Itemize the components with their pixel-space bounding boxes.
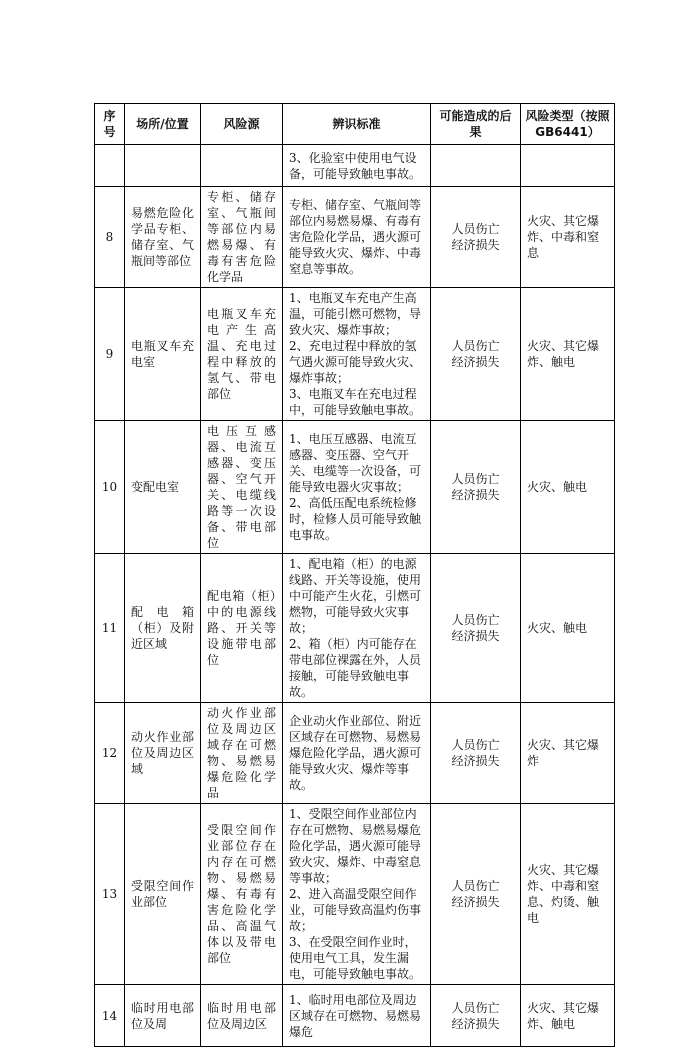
cell-criteria-text: 2、高低压配电系统检修时，检修人员可能导致触电事故。 — [289, 496, 422, 542]
cell-criteria-text: 3、电瓶叉车在充电过程中，可能导致触电事故。 — [289, 387, 422, 417]
cell-risk-type-text: 火灾、其它爆炸、中毒和窒息、灼烫、触电 — [527, 863, 600, 925]
cell-no — [95, 187, 125, 288]
cell-result — [431, 703, 521, 804]
cell-no — [95, 703, 125, 804]
cell-no — [95, 985, 125, 1047]
cell-risk-source — [201, 703, 283, 804]
cell-risk-type-text: 火灾、其它爆炸、中毒和窒息 — [527, 214, 600, 260]
cell-location-text: 易燃危险化学品专柜、储存室、气瓶间等部位 — [131, 206, 194, 268]
cell-risk-type — [521, 145, 615, 187]
table-row — [95, 554, 615, 703]
cell-result — [431, 145, 521, 187]
cell-risk-type — [521, 703, 615, 804]
cell-result-text: 经济损失 — [451, 488, 500, 502]
cell-criteria — [283, 145, 431, 187]
cell-location-text: 临时用电部位及周 — [131, 1000, 194, 1031]
cell-criteria-text: 1、受限空间作业部位内存在可燃物、易燃易爆危险化学品，遇火源可能导致火灾、爆炸、中毒窒息等事故； — [289, 807, 422, 885]
cell-risk-type — [521, 804, 615, 985]
cell-no — [95, 288, 125, 421]
cell-no — [95, 804, 125, 985]
header-type: 风险类型（按照GB6441） — [521, 104, 615, 145]
cell-risk-source-text: 临时用电部位及周边区 — [207, 1000, 276, 1031]
cell-result-text: 经济损失 — [451, 895, 500, 909]
cell-risk-source — [201, 288, 283, 421]
cell-result-text: 人员伤亡 — [451, 738, 500, 752]
cell-criteria-text: 企业动火作业部位、附近区域存在可燃物、易燃易爆危险化学品，遇火源可能导致火灾、爆炸等事故。 — [289, 714, 422, 792]
cell-result-text: 经济损失 — [451, 629, 500, 643]
cell-risk-source — [201, 187, 283, 288]
cell-criteria — [283, 804, 431, 985]
table-row — [95, 421, 615, 554]
cell-location-text: 动火作业部位及周边区域 — [131, 730, 194, 776]
header-source: 风险源 — [201, 104, 283, 145]
cell-risk-source-text: 电压互感器、电流互感器、变压器、空气开关、电缆线路等一次设备、带电部位 — [207, 424, 276, 550]
cell-location — [125, 554, 201, 703]
cell-result-text: 人员伤亡 — [451, 472, 500, 486]
cell-risk-source-text: 电瓶叉车充电产生高温、充电过程中释放的氢气、带电部位 — [207, 307, 276, 401]
cell-location — [125, 145, 201, 187]
cell-criteria — [283, 703, 431, 804]
cell-criteria — [283, 187, 431, 288]
cell-criteria-text: 3、在受限空间作业时，使用电气工具，发生漏电，可能导致触电事故。 — [289, 935, 422, 981]
cell-location-text: 配电箱（柜）及附近区域 — [131, 605, 194, 651]
table-row — [95, 145, 615, 187]
cell-no-text: 8 — [105, 230, 114, 244]
cell-result — [431, 554, 521, 703]
cell-location-text: 变配电室 — [131, 480, 180, 494]
cell-risk-type-text: 火灾、触电 — [527, 480, 588, 494]
cell-result-text: 经济损失 — [451, 754, 500, 768]
cell-risk-source-text: 配电箱（柜）中的电源线路、开关等设施带电部位 — [207, 589, 276, 667]
cell-result-text: 人员伤亡 — [451, 1000, 500, 1015]
header-location: 场所/位置 — [125, 104, 201, 145]
table-row — [95, 985, 615, 1047]
cell-criteria-text: 1、电瓶叉车充电产生高温，可能引燃可燃物，导致火灾、爆炸事故； — [289, 291, 422, 337]
table-row — [95, 288, 615, 421]
risk-identification-table — [94, 103, 615, 1047]
table-header-row — [95, 104, 615, 145]
cell-criteria-text: 专柜、储存室、气瓶间等部位内易燃易爆、有毒有害危险化学品，遇火源可能导致火灾、爆炸、中毒窒息等事故。 — [289, 198, 422, 276]
cell-risk-type-text: 火灾、其它爆炸 — [527, 738, 600, 768]
cell-no — [95, 145, 125, 187]
cell-result — [431, 187, 521, 288]
cell-risk-type — [521, 187, 615, 288]
cell-no-text: 13 — [101, 887, 118, 901]
cell-result — [431, 985, 521, 1047]
cell-risk-source — [201, 554, 283, 703]
cell-risk-type — [521, 985, 615, 1047]
cell-result-text: 人员伤亡 — [451, 339, 500, 353]
cell-risk-source — [201, 985, 283, 1047]
cell-criteria-text: 1、临时用电部位及周边区域存在可燃物、易燃易爆危 — [289, 992, 422, 1039]
cell-location-text: 受限空间作业部位 — [131, 879, 194, 909]
cell-risk-source — [201, 804, 283, 985]
table-row — [95, 187, 615, 288]
cell-risk-source-text: 受限空间作业部位存在内存在可燃物、易燃易爆、有毒有害危险化学品、高温气体以及带电部位 — [207, 823, 276, 965]
cell-criteria-text: 2、充电过程中释放的氢气遇火源可能导致火灾、爆炸事故； — [289, 339, 422, 385]
cell-result — [431, 421, 521, 554]
table-row — [95, 804, 615, 985]
cell-no-text: 9 — [105, 347, 114, 361]
cell-criteria-text: 1、电压互感器、电流互感器、变压器、空气开关、电缆等一次设备，可能导致电器火灾事故； — [289, 432, 422, 494]
cell-criteria — [283, 554, 431, 703]
cell-criteria — [283, 985, 431, 1047]
cell-location — [125, 421, 201, 554]
cell-result — [431, 804, 521, 985]
cell-no — [95, 554, 125, 703]
cell-result — [431, 288, 521, 421]
cell-result-text: 经济损失 — [451, 238, 500, 252]
cell-no-text: 14 — [101, 1008, 118, 1023]
cell-result-text: 经济损失 — [451, 355, 500, 369]
cell-risk-type — [521, 554, 615, 703]
cell-criteria-text: 3、化验室中使用电气设备，可能导致触电事故。 — [289, 150, 422, 181]
cell-risk-source — [201, 145, 283, 187]
table-row — [95, 703, 615, 804]
cell-risk-source-text: 专柜、储存室、气瓶间等部位内易燃易爆、有毒有害危险化学品 — [207, 190, 276, 284]
cell-risk-type — [521, 288, 615, 421]
cell-location — [125, 804, 201, 985]
cell-risk-type-text: 火灾、触电 — [527, 621, 588, 635]
cell-criteria — [283, 288, 431, 421]
cell-no — [95, 421, 125, 554]
header-criteria: 辨识标准 — [283, 104, 431, 145]
cell-result-text: 人员伤亡 — [451, 879, 500, 893]
cell-location — [125, 985, 201, 1047]
cell-result-text: 经济损失 — [451, 1016, 500, 1031]
cell-result-text: 人员伤亡 — [451, 613, 500, 627]
cell-criteria-text: 2、进入高温受限空间作业，可能导致高温灼伤事故； — [289, 887, 422, 933]
cell-no-text: 10 — [101, 480, 118, 494]
cell-no-text: 12 — [101, 746, 118, 760]
cell-criteria-text: 2、箱（柜）内可能存在带电部位裸露在外，人员接触，可能导致触电事故。 — [289, 637, 422, 699]
cell-location — [125, 288, 201, 421]
cell-no-text: 11 — [101, 621, 118, 635]
cell-location — [125, 187, 201, 288]
header-no: 序号 — [95, 104, 125, 145]
header-result: 可能造成的后果 — [431, 104, 521, 145]
cell-location — [125, 703, 201, 804]
cell-risk-type — [521, 421, 615, 554]
cell-criteria-text: 1、配电箱（柜）的电源线路、开关等设施，使用中可能产生火花，引燃可燃物，可能导致火灾事故； — [289, 557, 422, 635]
cell-risk-source — [201, 421, 283, 554]
cell-risk-type-text: 火灾、其它爆炸、触电 — [527, 339, 600, 369]
cell-risk-type-text: 火灾、其它爆炸、触电 — [527, 1000, 600, 1031]
cell-location-text: 电瓶叉车充电室 — [131, 339, 194, 369]
cell-criteria — [283, 421, 431, 554]
cell-result-text: 人员伤亡 — [451, 222, 500, 236]
cell-risk-source-text: 动火作业部位及周边区域存在可燃物、易燃易爆危险化学品 — [207, 706, 276, 800]
